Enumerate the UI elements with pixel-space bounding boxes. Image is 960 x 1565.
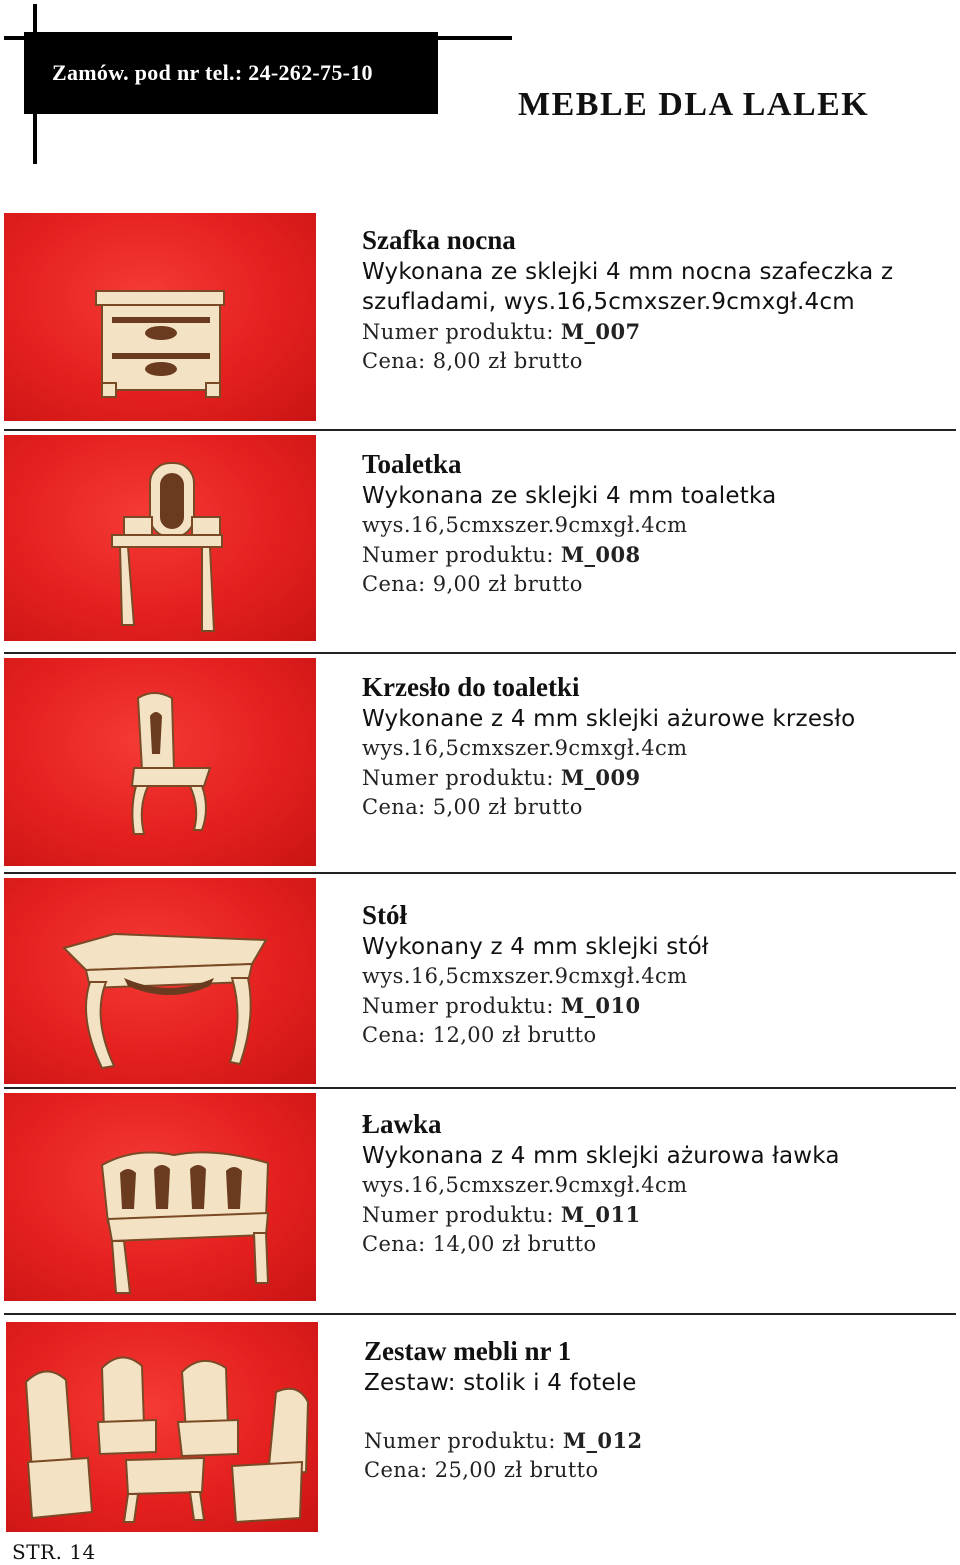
product-divider <box>4 429 956 431</box>
product-info <box>364 1336 954 1485</box>
product-number <box>362 540 952 570</box>
product-price: Cena: 14,00 zł brutto <box>362 1232 597 1256</box>
product-dimensions: wys.16,5cmxszer.9cmxgł.4cm <box>362 513 688 537</box>
product-number-value: M_007 <box>560 319 641 344</box>
product-info <box>362 1109 952 1259</box>
product-description: Wykonany z 4 mm sklejki stół <box>362 934 709 960</box>
furniture-set-photo <box>6 1322 318 1532</box>
product-name: Krzesło do toaletki <box>362 672 580 702</box>
product-number-label: Numer produktu: <box>362 320 554 344</box>
product-divider <box>4 872 956 874</box>
product-number-value: M_012 <box>562 1428 643 1453</box>
product-divider <box>4 652 956 654</box>
product-number-label: Numer produktu: <box>364 1429 556 1453</box>
product-number-label: Numer produktu: <box>362 1203 554 1227</box>
product-info <box>362 225 952 376</box>
product-price: Cena: 9,00 zł brutto <box>362 572 583 596</box>
dressing-table-photo <box>4 435 316 641</box>
product-dimensions: wys.16,5cmxszer.9cmxgł.4cm <box>362 736 688 760</box>
product-number <box>364 1426 954 1456</box>
product-number-label: Numer produktu: <box>362 766 554 790</box>
product-number-value: M_011 <box>560 1202 641 1227</box>
product-info <box>362 900 952 1050</box>
product-number <box>362 1200 952 1230</box>
product-name: Ławka <box>362 1109 442 1139</box>
page-title: MEBLE DLA LALEK <box>518 86 870 123</box>
product-description: Zestaw: stolik i 4 fotele <box>364 1370 637 1396</box>
product-name: Toaletka <box>362 449 462 479</box>
product-divider <box>4 1087 956 1089</box>
product-description: Wykonane z 4 mm sklejki ażurowe krzesło <box>362 706 856 732</box>
product-name: Zestaw mebli nr 1 <box>364 1336 572 1366</box>
product-dimensions: wys.16,5cmxszer.9cmxgł.4cm <box>362 1173 688 1197</box>
bench-photo <box>4 1093 316 1301</box>
nightstand-photo <box>4 213 316 421</box>
product-number-label: Numer produktu: <box>362 994 554 1018</box>
product-number-value: M_009 <box>560 765 641 790</box>
product-divider <box>4 1313 956 1315</box>
table-photo <box>4 878 316 1084</box>
product-info <box>362 672 952 822</box>
product-info <box>362 449 952 599</box>
product-name: Stół <box>362 900 408 930</box>
product-number-label: Numer produktu: <box>362 543 554 567</box>
phone-order-box <box>24 32 438 114</box>
product-dimensions: wys.16,5cmxszer.9cmxgł.4cm <box>362 964 688 988</box>
product-number <box>362 991 952 1021</box>
product-number-value: M_010 <box>560 993 641 1018</box>
product-price: Cena: 8,00 zł brutto <box>362 349 583 373</box>
product-price: Cena: 5,00 zł brutto <box>362 795 583 819</box>
product-description: Wykonana z 4 mm sklejki ażurowa ławka <box>362 1143 840 1169</box>
product-description: Wykonana ze sklejki 4 mm nocna szafeczka z szufladami, wys.16,5cmxszer.9cmxgł.4cm <box>362 259 894 315</box>
product-name: Szafka nocna <box>362 225 516 255</box>
product-description: Wykonana ze sklejki 4 mm toaletka <box>362 483 777 509</box>
product-price: Cena: 12,00 zł brutto <box>362 1023 597 1047</box>
product-number <box>362 763 952 793</box>
product-price: Cena: 25,00 zł brutto <box>364 1458 599 1482</box>
phone-order-text: Zamów. pod nr tel.: 24-262-75-10 <box>52 60 373 85</box>
product-number <box>362 317 952 347</box>
product-number-value: M_008 <box>560 542 641 567</box>
chair-photo <box>4 658 316 866</box>
page-number: STR. 14 <box>12 1540 96 1564</box>
